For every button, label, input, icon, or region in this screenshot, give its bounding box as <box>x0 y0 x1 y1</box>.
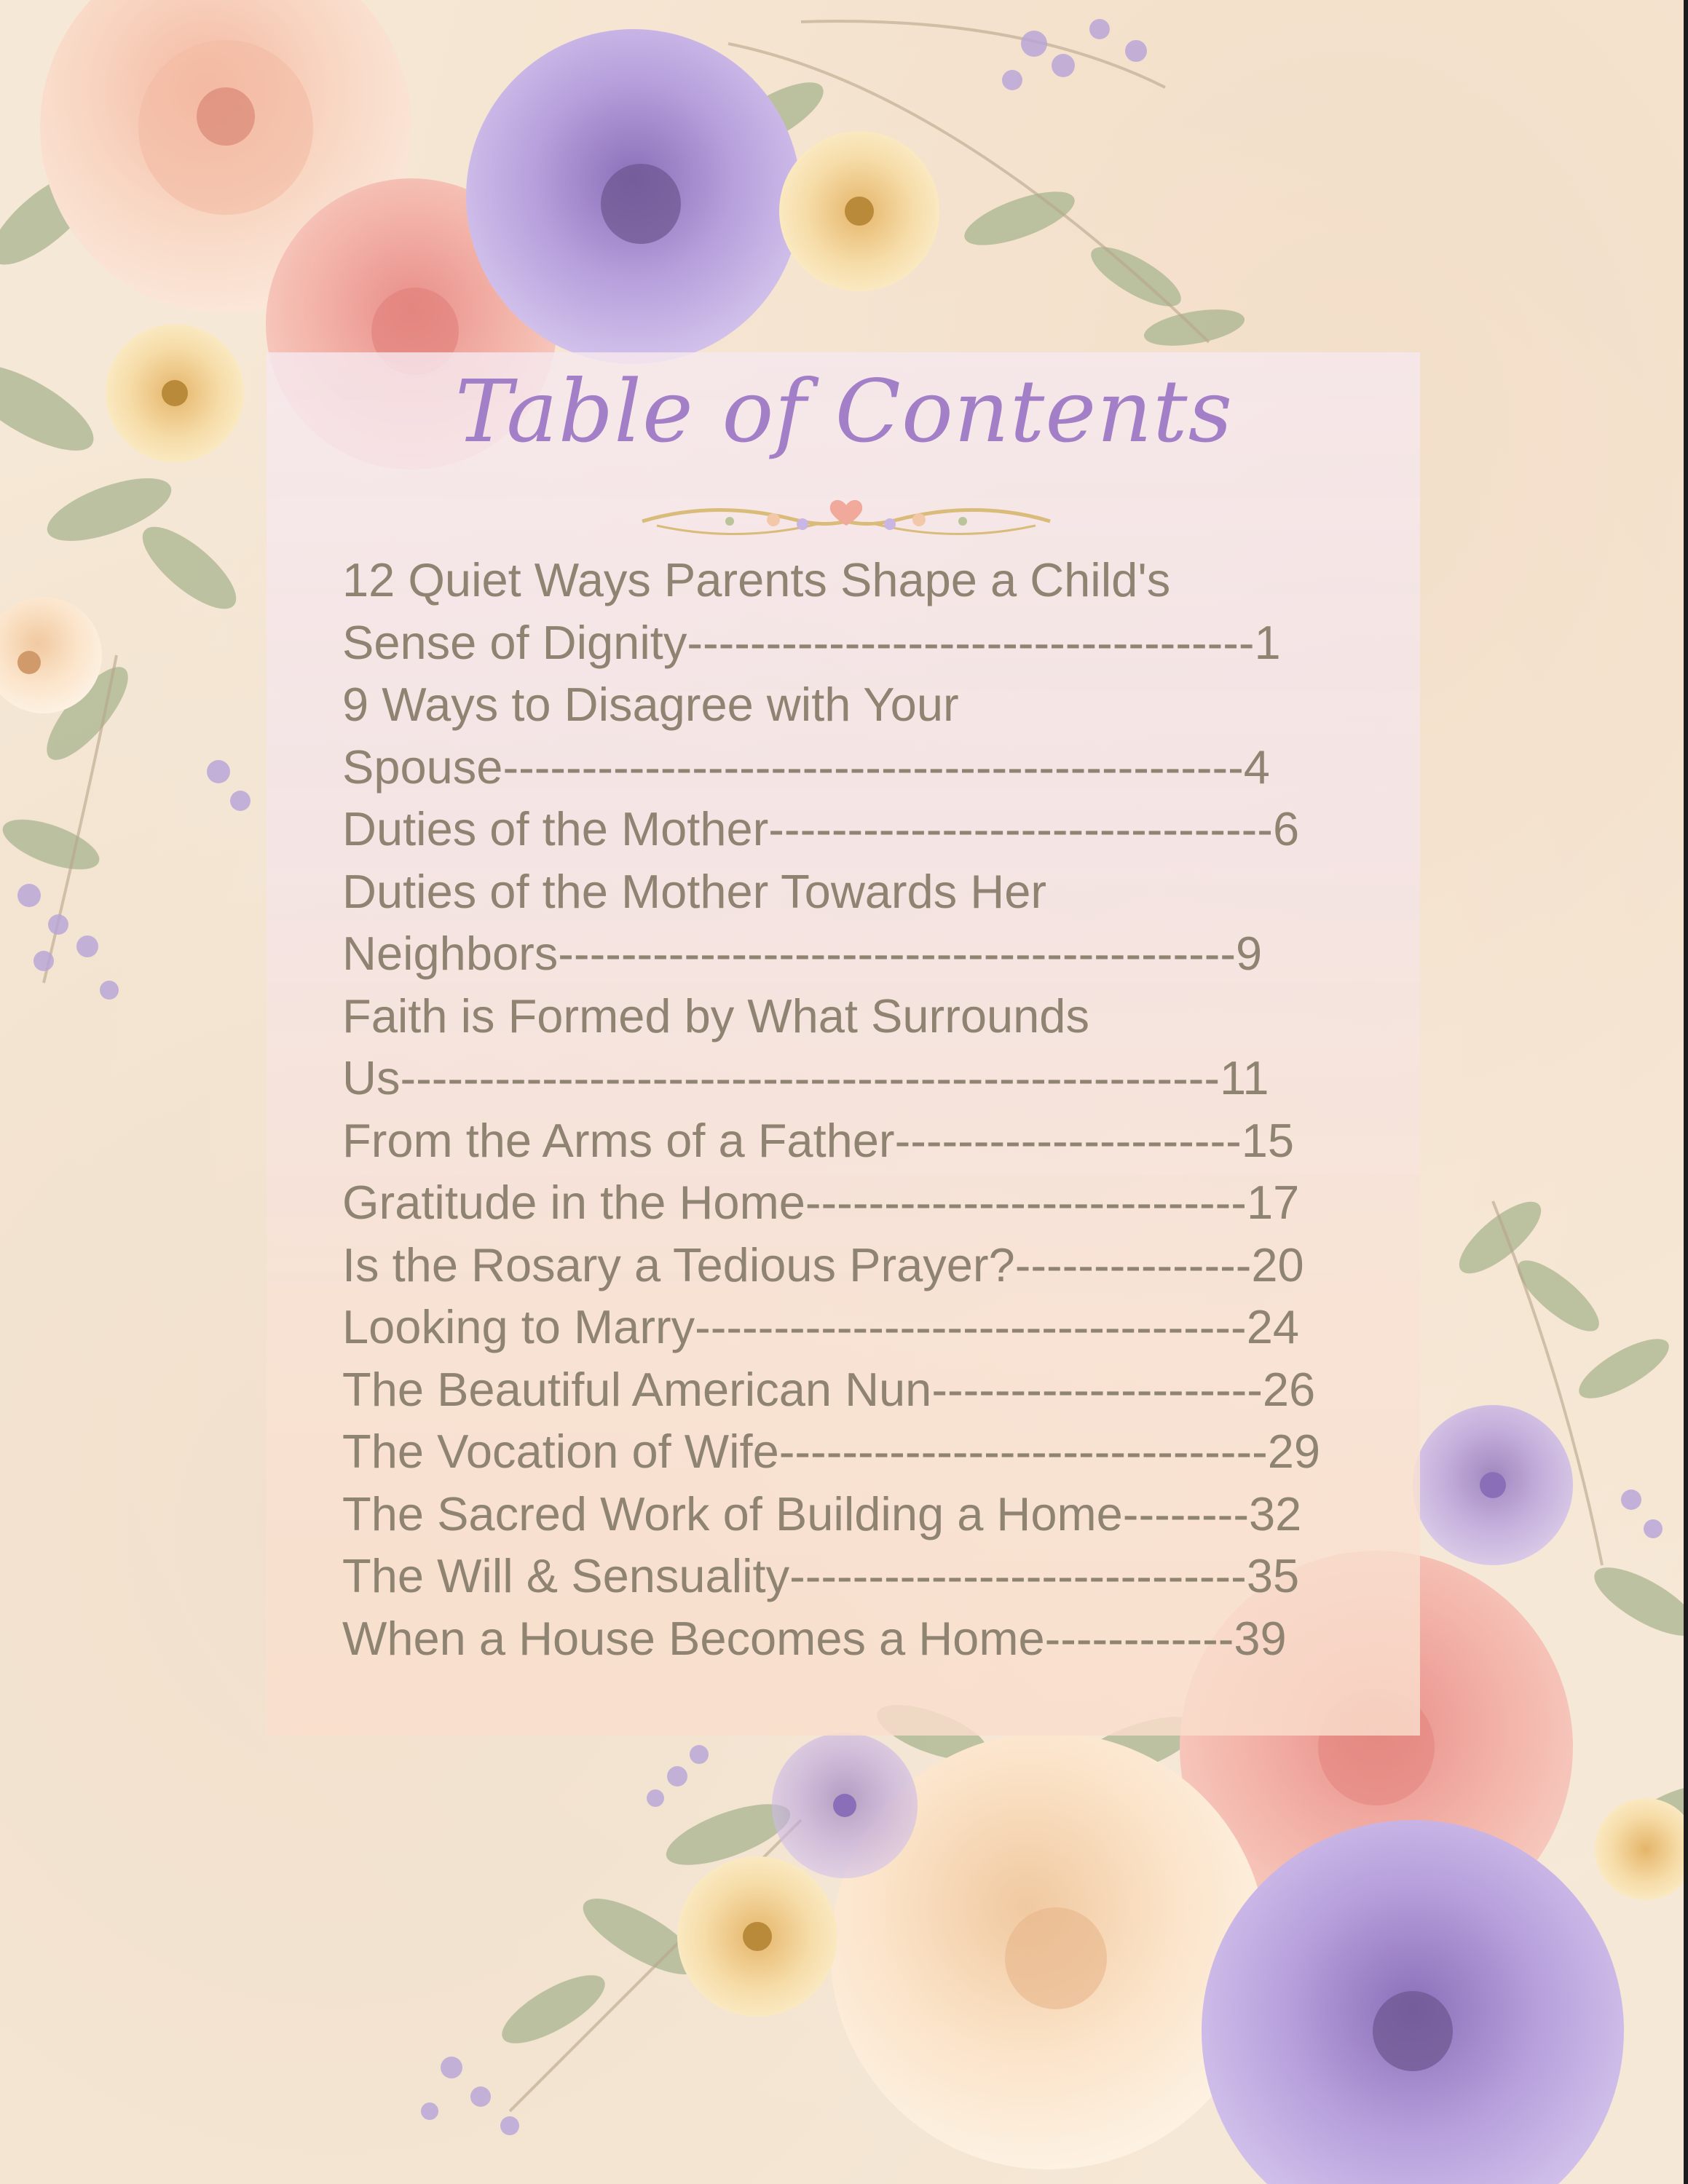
toc-entry-1-line1: 12 Quiet Ways Parents Shape a Child's <box>342 553 1171 606</box>
toc-entry-2-line1: 9 Ways to Disagree with Your <box>342 678 959 731</box>
toc-list <box>342 549 1413 1669</box>
toc-entry-12: The Sacred Work of Building a Home--------32 <box>342 1487 1302 1540</box>
toc-entry-6: From the Arms of a Father----------------------15 <box>342 1113 1295 1167</box>
toc-entry-7: Gratitude in the Home----------------------------17 <box>342 1176 1300 1229</box>
toc-entry-2-line2: Spouse-----------------------------------------------4 <box>342 740 1270 794</box>
toc-entry-8: Is the Rosary a Tedious Prayer?---------------20 <box>342 1238 1304 1291</box>
heart-ornament-divider <box>628 492 1065 545</box>
page-edge-border <box>1684 0 1688 2184</box>
toc-entry-11: The Vocation of Wife-------------------------------29 <box>342 1425 1321 1478</box>
toc-entry-4-line2: Neighbors-------------------------------------------9 <box>342 927 1263 980</box>
toc-entry-1-line2: Sense of Dignity------------------------------------1 <box>342 615 1281 669</box>
toc-entry-9: Looking to Marry-----------------------------------24 <box>342 1300 1299 1353</box>
toc-entry-3: Duties of the Mother--------------------------------6 <box>342 802 1300 855</box>
toc-entry-5-line1: Faith is Formed by What Surrounds <box>342 989 1089 1042</box>
toc-entry-14: When a House Becomes a Home------------39 <box>342 1611 1287 1665</box>
toc-entry-13: The Will & Sensuality-----------------------------35 <box>342 1549 1300 1602</box>
page-title: Table of Contents <box>454 361 1234 462</box>
toc-entry-5-line2: Us----------------------------------------------------11 <box>342 1051 1269 1104</box>
toc-entry-10: The Beautiful American Nun---------------------26 <box>342 1362 1316 1416</box>
toc-entry-4-line1: Duties of the Mother Towards Her <box>342 864 1047 918</box>
